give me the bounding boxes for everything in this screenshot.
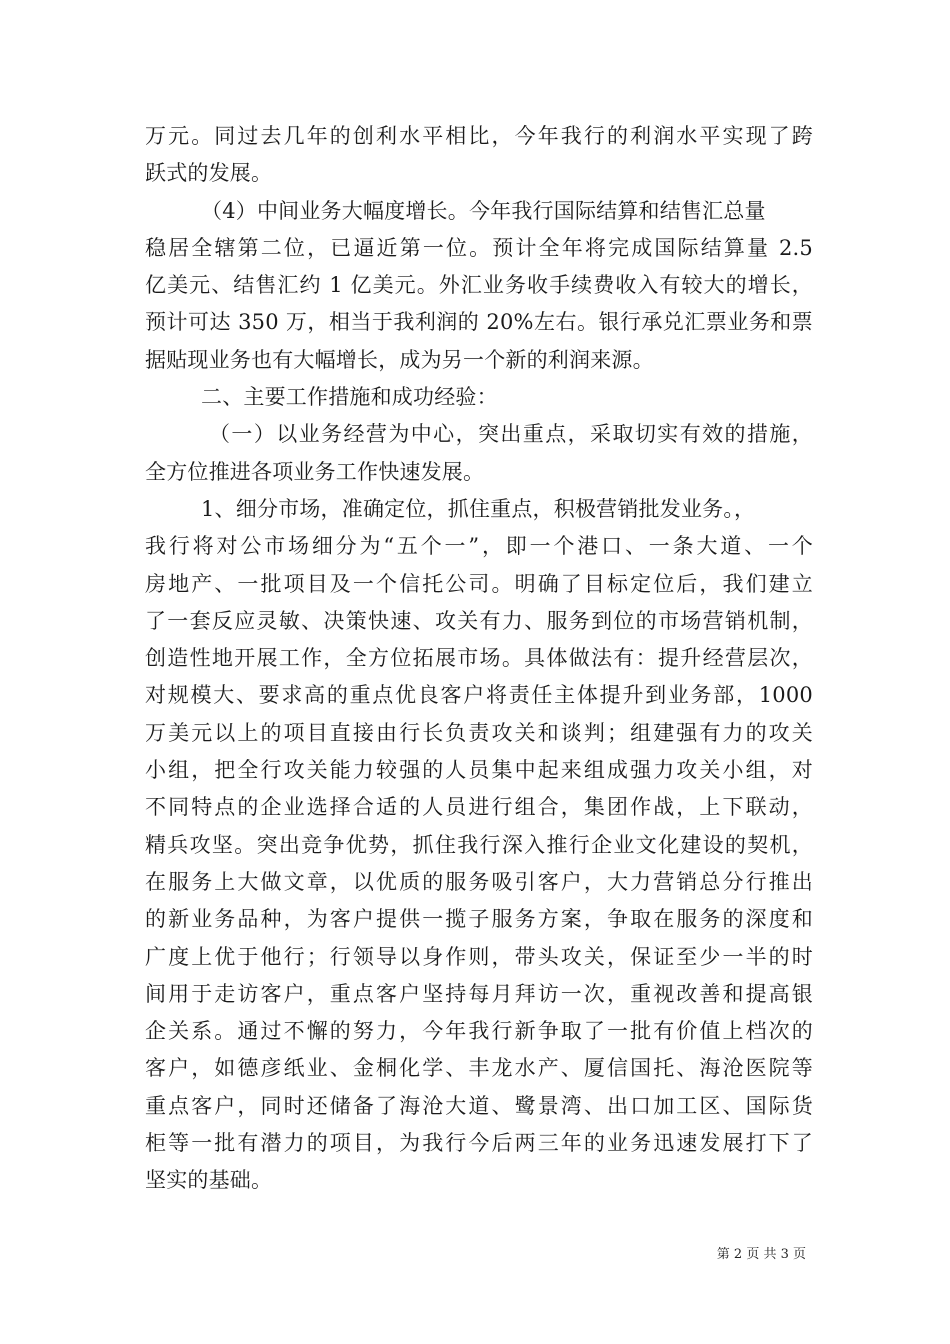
text-line: 了一套反应灵敏、决策快速、攻关有力、服务到位的市场营销机制，	[145, 608, 813, 633]
text-line: 1、细分市场，准确定位，抓住重点，积极营销批发业务。，	[201, 496, 756, 521]
paragraph-intermediate-business	[145, 193, 813, 379]
text-line: 的新业务品种，为客户提供一揽子服务方案，争取在服务的深度和	[145, 907, 813, 932]
paragraph-continued	[145, 118, 813, 193]
text-line: 广度上优于他行；行领导以身作则，带头攻关，保证至少一半的时	[145, 944, 813, 969]
text-line: 亿美元、结售汇约 1 亿美元。外汇业务收手续费收入有较大的增长，	[145, 273, 813, 298]
text-line: 在服务上大做文章，以优质的服务吸引客户，大力营销总分行推出	[145, 869, 813, 894]
text-line: 坚实的基础。	[145, 1168, 273, 1193]
text-line: 万美元以上的项目直接由行长负责攻关和谈判；组建强有力的攻关	[145, 720, 813, 745]
text-line: 跃式的发展。	[145, 161, 273, 186]
text-line: 企关系。通过不懈的努力，今年我行新争取了一批有价值上档次的	[145, 1019, 813, 1044]
text-line: 据贴现业务也有大幅增长，成为另一个新的利润来源。	[145, 347, 654, 372]
text-line: 柜等一批有潜力的项目，为我行今后两三年的业务迅速发展打下了	[145, 1131, 813, 1156]
text-line: 稳居全辖第二位，已逼近第一位。预计全年将完成国际结算量 2.5	[145, 235, 813, 260]
text-line: 万元。同过去几年的创利水平相比，今年我行的利润水平实现了跨	[145, 124, 813, 148]
text-line: （4）中间业务大幅度增长。今年我行国际结算和结售汇总量	[201, 198, 766, 223]
text-line: 精兵攻坚。突出竞争优势，抓住我行深入推行企业文化建设的契机，	[145, 832, 813, 857]
sub-heading-1	[145, 416, 813, 491]
document-body	[145, 118, 813, 1200]
heading-line: 二、主要工作措施和成功经验：	[201, 385, 498, 410]
text-line: 客户，如德彦纸业、金桐化学、丰龙水产、厦信国托、海沧医院等	[145, 1056, 813, 1081]
text-line: 全方位推进各项业务工作快速发展。	[145, 459, 485, 484]
section-heading-2	[145, 379, 813, 416]
text-line: 小组，把全行攻关能力较强的人员集中起来组成强力攻关小组，对	[145, 758, 813, 783]
text-line: 重点客户，同时还储备了海沧大道、鹭景湾、出口加工区、国际货	[145, 1093, 813, 1118]
text-line: 预计可达 350 万，相当于我利润的 20%左右。银行承兑汇票业务和票	[145, 310, 813, 335]
text-line: 不同特点的企业选择合适的人员进行组合，集团作战，上下联动，	[145, 795, 813, 820]
text-line: 对规模大、要求高的重点优良客户将责任主体提升到业务部，1000	[145, 683, 813, 708]
text-line: 房地产、一批项目及一个信托公司。明确了目标定位后，我们建立	[145, 571, 813, 596]
text-line: （一）以业务经营为中心，突出重点，采取切实有效的措施，	[209, 422, 813, 447]
text-line: 间用于走访客户，重点客户坚持每月拜访一次，重视改善和提高银	[145, 981, 813, 1006]
text-line: 我行将对公市场细分为“五个一”，即一个港口、一条大道、一个	[145, 534, 813, 559]
text-line: 创造性地开展工作，全方位拓展市场。具体做法有：提升经营层次，	[145, 646, 813, 671]
page-number: 第 2 页 共 3 页	[716, 1247, 806, 1262]
paragraph-item-1	[145, 491, 813, 1200]
